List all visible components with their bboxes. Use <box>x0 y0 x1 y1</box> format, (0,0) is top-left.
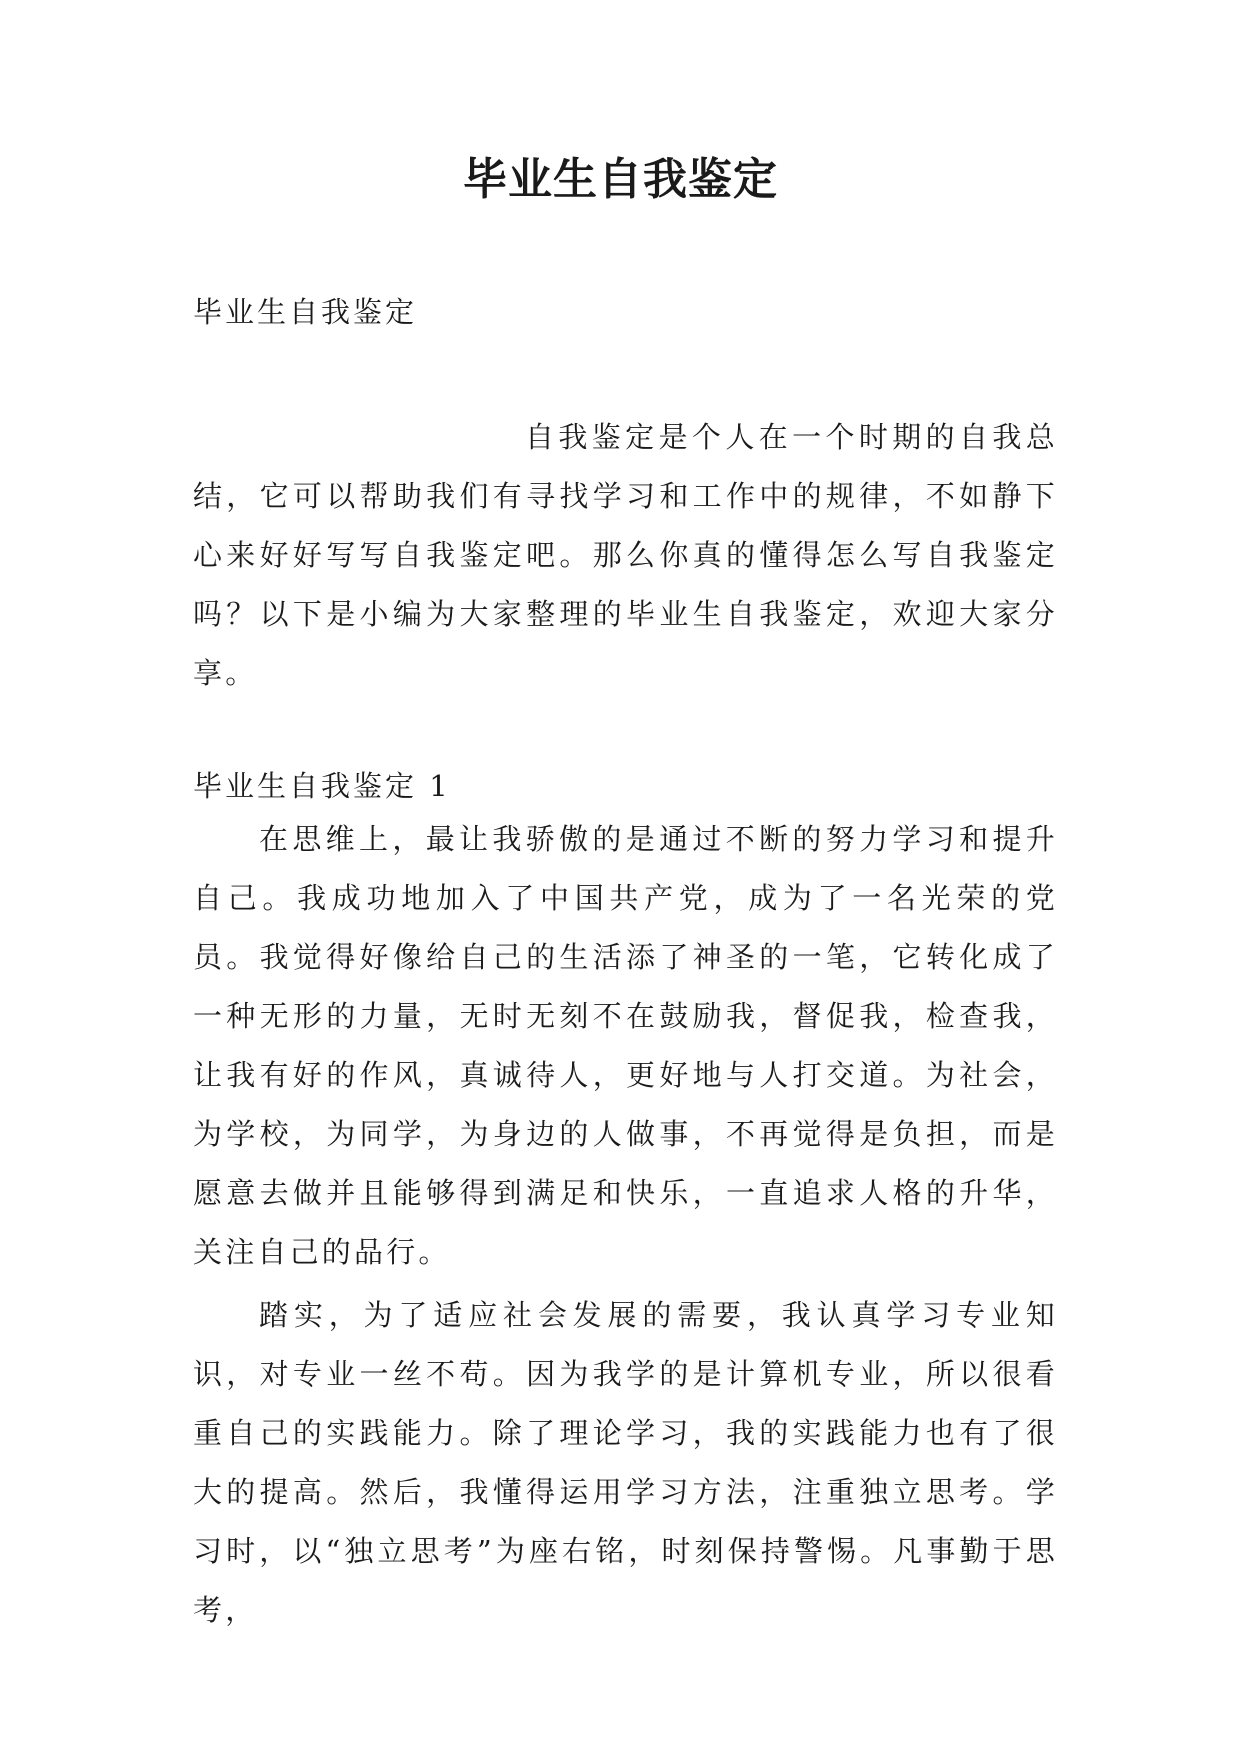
body-paragraph-2: 踏实，为了适应社会发展的需要，我认真学习专业知识，对专业一丝不苟。因为我学的是计算机专业，所以很看重自己的实践能力。除了理论学习，我的实践能力也有了很大的提高。然后，我懂得运用学习方法，注重独立思考。学习时，以“独立思考”为座右铭，时刻保持警惕。凡事勤于思考， <box>193 1298 1058 1627</box>
document-subtitle: 毕业生自我鉴定 <box>193 295 418 329</box>
intro-paragraph: 自我鉴定是个人在一个时期的自我总结，它可以帮助我们有寻找学习和工作中的规律，不如静下心来好好写写自我鉴定吧。那么你真的懂得怎么写自我鉴定吗？以下是小编为大家整理的毕业生自我鉴定，欢迎大家分享。 <box>193 420 1058 690</box>
body-paragraph-1: 在思维上，最让我骄傲的是通过不断的努力学习和提升自己。我成功地加入了中国共产党，成为了一名光荣的党员。我觉得好像给自己的生活添了神圣的一笔，它转化成了一种无形的力量，无时无刻不在鼓励我，督促我，检查我，让我有好的作风，真诚待人，更好地与人打交道。为社会，为学校，为同学，为身边的人做事，不再觉得是负担，而是愿意去做并且能够得到满足和快乐，一直追求人格的升华，关注自己的品行。 <box>193 822 1058 1269</box>
section-heading: 毕业生自我鉴定 1 <box>193 769 451 803</box>
document-title: 毕业生自我鉴定 <box>463 154 778 205</box>
